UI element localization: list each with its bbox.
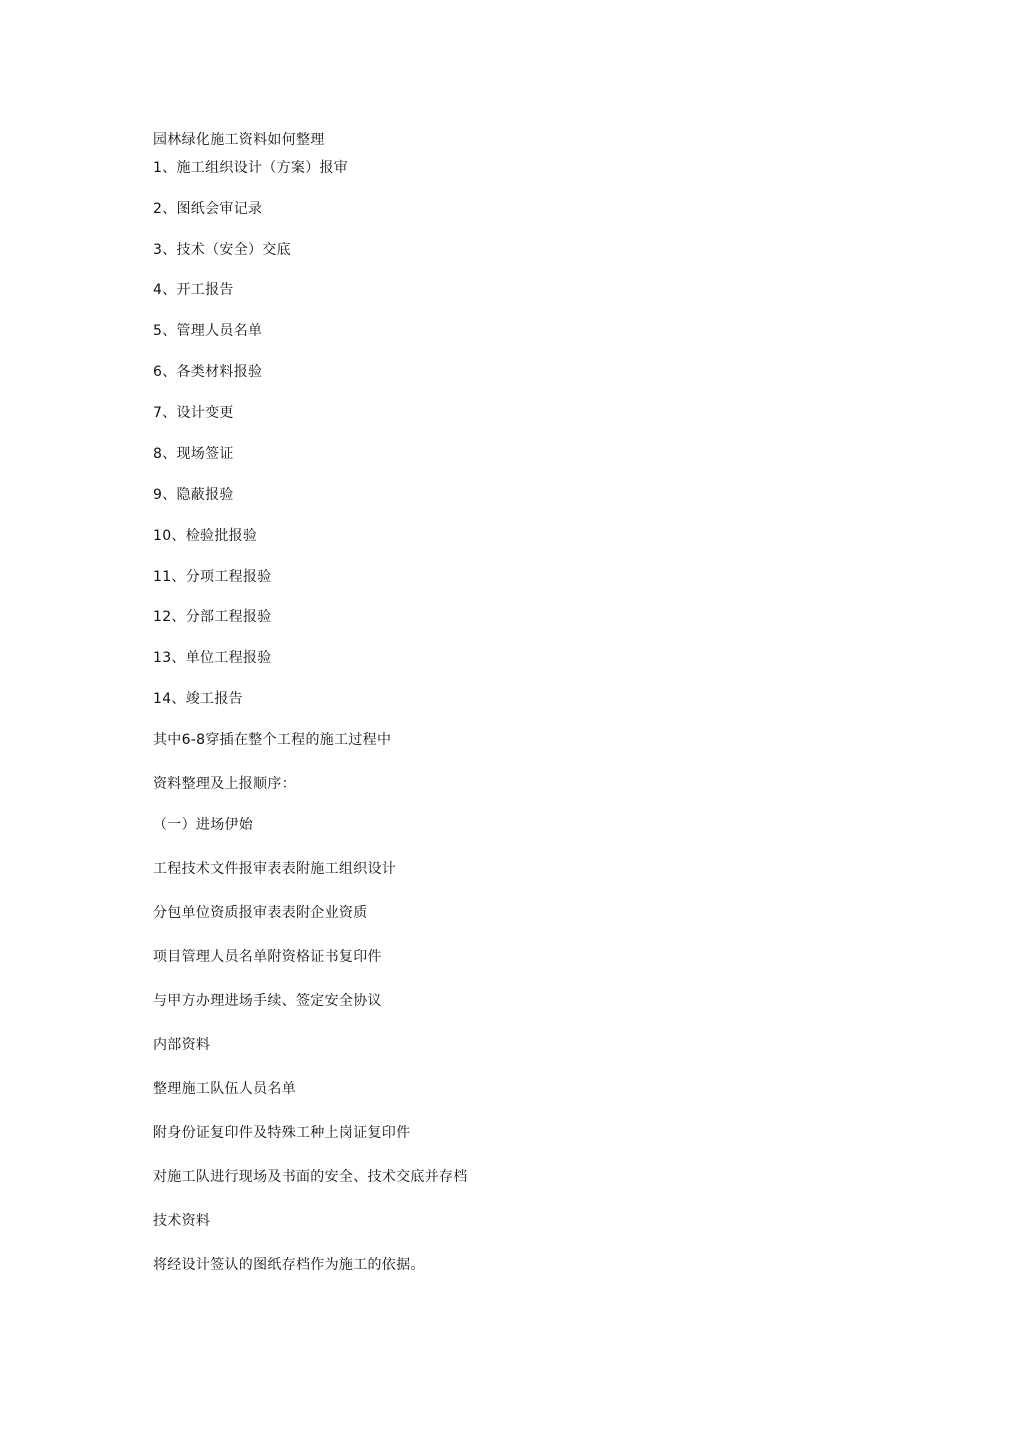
list-item: 14、竣工报告 (153, 691, 243, 707)
internal-item: 对施工队进行现场及书面的安全、技术交底并存档 (153, 1169, 468, 1185)
list-item: 10、检验批报验 (153, 528, 258, 544)
list-item: 5、管理人员名单 (153, 323, 263, 339)
entry-item: 项目管理人员名单附资格证书复印件 (153, 949, 382, 965)
document-title: 园林绿化施工资料如何整理 (153, 132, 325, 148)
entry-item: 与甲方办理进场手续、签定安全协议 (153, 993, 382, 1009)
subsection-heading: （一）进场伊始 (153, 817, 254, 833)
entry-item: 分包单位资质报审表表附企业资质 (153, 905, 368, 921)
technical-heading: 技术资料 (153, 1213, 211, 1229)
list-item: 4、开工报告 (153, 282, 234, 298)
note-text: 其中6-8穿插在整个工程的施工过程中 (153, 732, 392, 748)
list-item: 2、图纸会审记录 (153, 201, 263, 217)
list-item: 8、现场签证 (153, 446, 234, 462)
list-item: 13、单位工程报验 (153, 650, 272, 666)
section-heading: 资料整理及上报顺序： (153, 776, 296, 792)
list-item: 7、设计变更 (153, 405, 234, 421)
internal-heading: 内部资料 (153, 1037, 211, 1053)
internal-item: 整理施工队伍人员名单 (153, 1081, 296, 1097)
list-item: 9、隐蔽报验 (153, 487, 234, 503)
entry-item: 工程技术文件报审表表附施工组织设计 (153, 861, 397, 877)
list-item: 1、施工组织设计（方案）报审 (153, 160, 349, 176)
technical-item: 将经设计签认的图纸存档作为施工的依据。 (153, 1257, 425, 1273)
internal-item: 附身份证复印件及特殊工种上岗证复印件 (153, 1125, 411, 1141)
list-item: 12、分部工程报验 (153, 609, 272, 625)
list-item: 6、各类材料报验 (153, 364, 263, 380)
list-item: 11、分项工程报验 (153, 569, 272, 585)
list-item: 3、技术（安全）交底 (153, 242, 291, 258)
